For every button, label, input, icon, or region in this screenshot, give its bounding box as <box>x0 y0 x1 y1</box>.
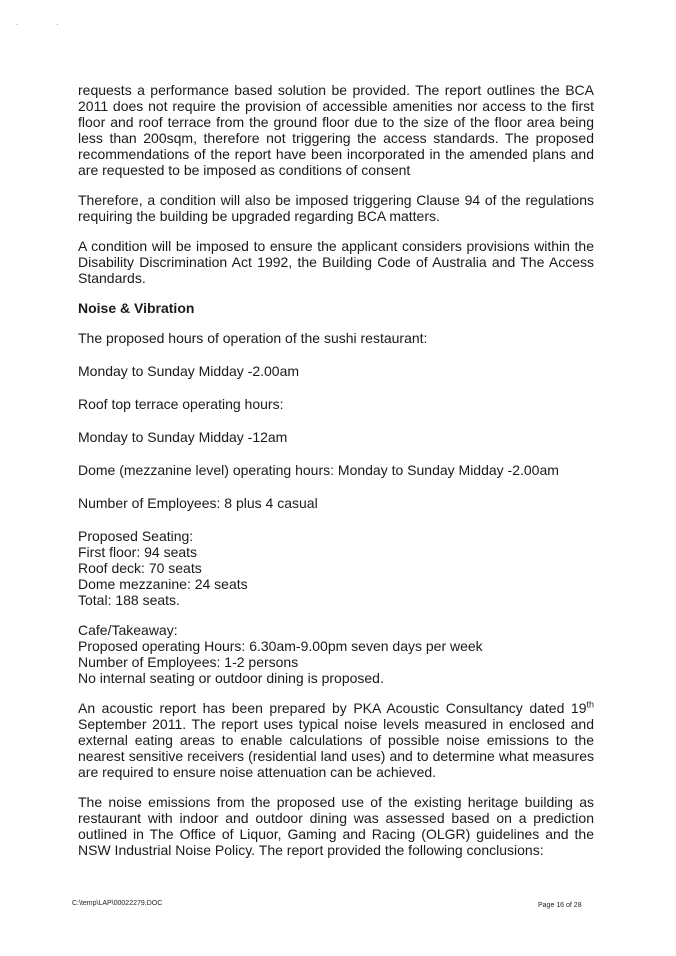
footer-file-path: C:\temp\LAP\00022279.DOC <box>72 900 163 907</box>
seating-line: Dome mezzanine: 24 seats <box>78 576 248 592</box>
paragraph-accessibility: requests a performance based solution be provided. The report outlines the BCA 2011 does not require the provision of accessible amenities nor access to the first floor and roof terrace from the ground floor due to the size of the floor area being less than 200sqm, therefore not triggering the access standards. The proposed recommendations of the report have been incorporated in the amended plans and are requested to be imposed as conditions of consent <box>78 82 594 178</box>
acoustic-text-start: An acoustic report has been prepared by PKA Acoustic Consultancy dated 19 <box>78 700 587 716</box>
acoustic-text-end: September 2011. The report uses typical noise levels measured in enclosed and external eating areas to enable calculations of possible noise emissions to the nearest sensitive receivers (residential land uses) and to determine what measures are required to ensure noise attenuation can be achieved. <box>78 716 594 780</box>
hours-intro: The proposed hours of operation of the sushi restaurant: <box>78 330 428 346</box>
paragraph-clause-94: Therefore, a condition will also be imposed triggering Clause 94 of the regulations requiring the building be upgraded regarding BCA matters. <box>78 192 594 224</box>
cafe-block <box>78 622 594 686</box>
seating-line: Roof deck: 70 seats <box>78 560 202 576</box>
dome-hours: Dome (mezzanine level) operating hours: Monday to Sunday Midday -2.00am <box>78 462 559 478</box>
employee-count: Number of Employees: 8 plus 4 casual <box>78 495 318 511</box>
roof-terrace-label: Roof top terrace operating hours: <box>78 396 284 412</box>
cafe-line: Cafe/Takeaway: <box>78 622 178 638</box>
cafe-line: Proposed operating Hours: 6.30am-9.00pm seven days per week <box>78 638 483 654</box>
section-heading: Noise & Vibration <box>78 300 195 316</box>
date-suffix: th <box>586 699 594 710</box>
cafe-line: Number of Employees: 1-2 persons <box>78 654 299 670</box>
cafe-line: No internal seating or outdoor dining is proposed. <box>78 670 384 686</box>
roof-terrace-hours: Monday to Sunday Midday -12am <box>78 429 288 445</box>
paragraph-disability-act: A condition will be imposed to ensure the applicant considers provisions within the Disability Discrimination Act 1992, the Building Code of Australia and The Access Standards. <box>78 238 594 286</box>
seating-line: Proposed Seating: <box>78 528 194 544</box>
footer-page-number: Page 16 of 28 <box>538 902 582 909</box>
restaurant-hours: Monday to Sunday Midday -2.00am <box>78 363 300 379</box>
seating-line: Total: 188 seats. <box>78 592 180 608</box>
document-body <box>78 82 594 872</box>
seating-block <box>78 528 594 608</box>
paragraph-noise-emissions: The noise emissions from the proposed use of the existing heritage building as restaurant with indoor and outdoor dining was assessed based on a prediction outlined in The Office of Liquor, Gaming and Racing (OLGR) guidelines and the NSW Industrial Noise Policy. The report provided the following conclusions: <box>78 794 594 858</box>
paragraph-acoustic-report <box>78 700 594 780</box>
corner-marks: . . <box>16 18 77 27</box>
seating-line: First floor: 94 seats <box>78 544 198 560</box>
